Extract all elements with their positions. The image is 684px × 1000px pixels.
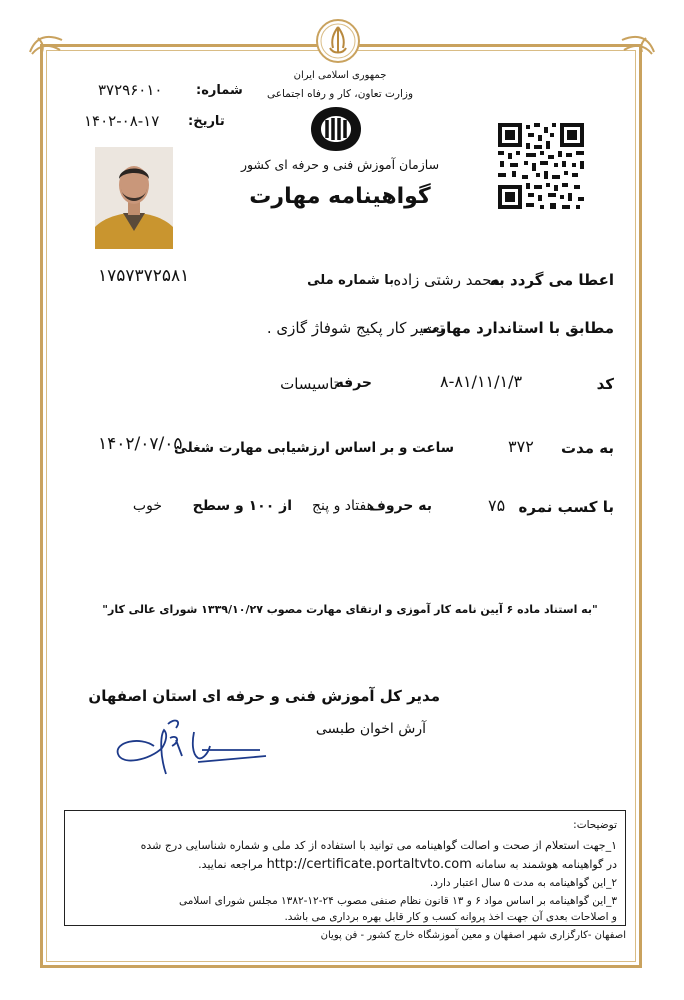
note-line-3: ۲_این گواهینامه به مدت ۵ سال اعتبار دارد.	[429, 877, 617, 889]
notes-box	[64, 810, 626, 926]
note-line-5: و اصلاحات بعدی آن جهت اخذ پروانه کسب و کار قابل بهره برداری می باشد.	[284, 911, 617, 923]
notes-heading: توضیحات:	[573, 819, 617, 831]
trade-value: تاسیسات	[280, 375, 338, 393]
certificate-url-link[interactable]: http://certificate.portaltvto.com	[266, 857, 472, 872]
duration-label: به مدت	[561, 439, 614, 457]
corner-ornament-icon	[26, 32, 66, 58]
date-value: ۱۴۰۲-۰۸-۱۷	[84, 112, 160, 130]
footer-note: اصفهان -کارگزاری شهر اصفهان و معین آموزشگاه خارج کشور - فن پویان	[320, 930, 626, 941]
note-line-2	[198, 857, 617, 872]
note-line-1: ۱_جهت استعلام از صحت و اصالت گواهینامه می توانید با استفاده از کد ملی و شماره شناسایی درج شده	[140, 839, 617, 852]
national-id-value: ۱۷۵۷۳۷۲۵۸۱	[98, 266, 190, 286]
number-label: شماره:	[196, 83, 243, 98]
duration-value: ۳۷۲	[508, 437, 534, 456]
assessment-label: ساعت و بر اساس ارزشیابی مهارت شغلی	[173, 440, 454, 456]
trade-label: حرفه	[335, 375, 372, 391]
date-label: تاریخ:	[188, 114, 225, 129]
corner-ornament-icon	[618, 32, 658, 58]
number-value: ۳۷۲۹۶۰۱۰	[98, 81, 163, 99]
tvto-logo-icon	[306, 104, 366, 154]
code-label: کد	[596, 375, 614, 393]
of-label: از ۱۰۰ و سطح	[192, 498, 292, 514]
granted-label: اعطا می گردد به	[490, 271, 614, 289]
signatory-title: مدیر کل آموزش فنی و حرفه ای استان اصفهان	[88, 687, 440, 705]
in-words-value: هفتاد و پنج	[311, 498, 374, 514]
score-value: ۷۵	[488, 496, 506, 515]
holder-photo	[95, 147, 173, 249]
note-line-2-post: مراجعه نمایید.	[198, 858, 264, 871]
note-line-2-pre: در گواهینامه هوشمند به سامانه	[475, 858, 617, 871]
signatory-name: آرش اخوان طبسی	[315, 721, 426, 737]
qr-code-icon	[496, 121, 586, 211]
emblem-icon	[315, 18, 361, 64]
level-value: خوب	[132, 498, 162, 514]
assessment-date: ۱۴۰۲/۰۷/۰۵	[98, 434, 183, 454]
page-title: گواهینامه مهارت	[249, 184, 431, 209]
org-name: سازمان آموزش فنی و حرفه ای کشور	[240, 157, 440, 172]
note-line-4: ۳_این گواهینامه بر اساس مواد ۶ و ۱۳ قانون نظام صنفی مصوب ۲۴-۱۲-۱۳۸۲ مجلس شورای اسلامی	[178, 895, 617, 907]
national-id-label: با شماره ملی	[307, 273, 394, 288]
code-value: ۸-۸۱/۱۱/۱/۳	[440, 372, 523, 391]
ministry-line2: وزارت تعاون، کار و رفاه اجتماعی	[266, 88, 414, 100]
regulation-text: "به استناد ماده ۶ آیین نامه کار آموزی و ارتقای مهارت مصوب ۱۳۳۹/۱۰/۲۷ شورای عالی کار"	[102, 603, 598, 616]
signature-icon	[110, 716, 270, 778]
holder-name: محمد رشتی زاده	[393, 271, 500, 289]
ministry-line1: جمهوری اسلامی ایران	[293, 70, 387, 81]
score-label: با کسب نمره	[518, 498, 614, 516]
standard-label: مطابق با استاندارد مهارت	[422, 319, 614, 337]
standard-value: تعمیر کار پکیج شوفاژ گازی .	[266, 319, 444, 337]
portrait-icon	[95, 147, 173, 249]
in-words-label: به حروف	[369, 498, 432, 514]
